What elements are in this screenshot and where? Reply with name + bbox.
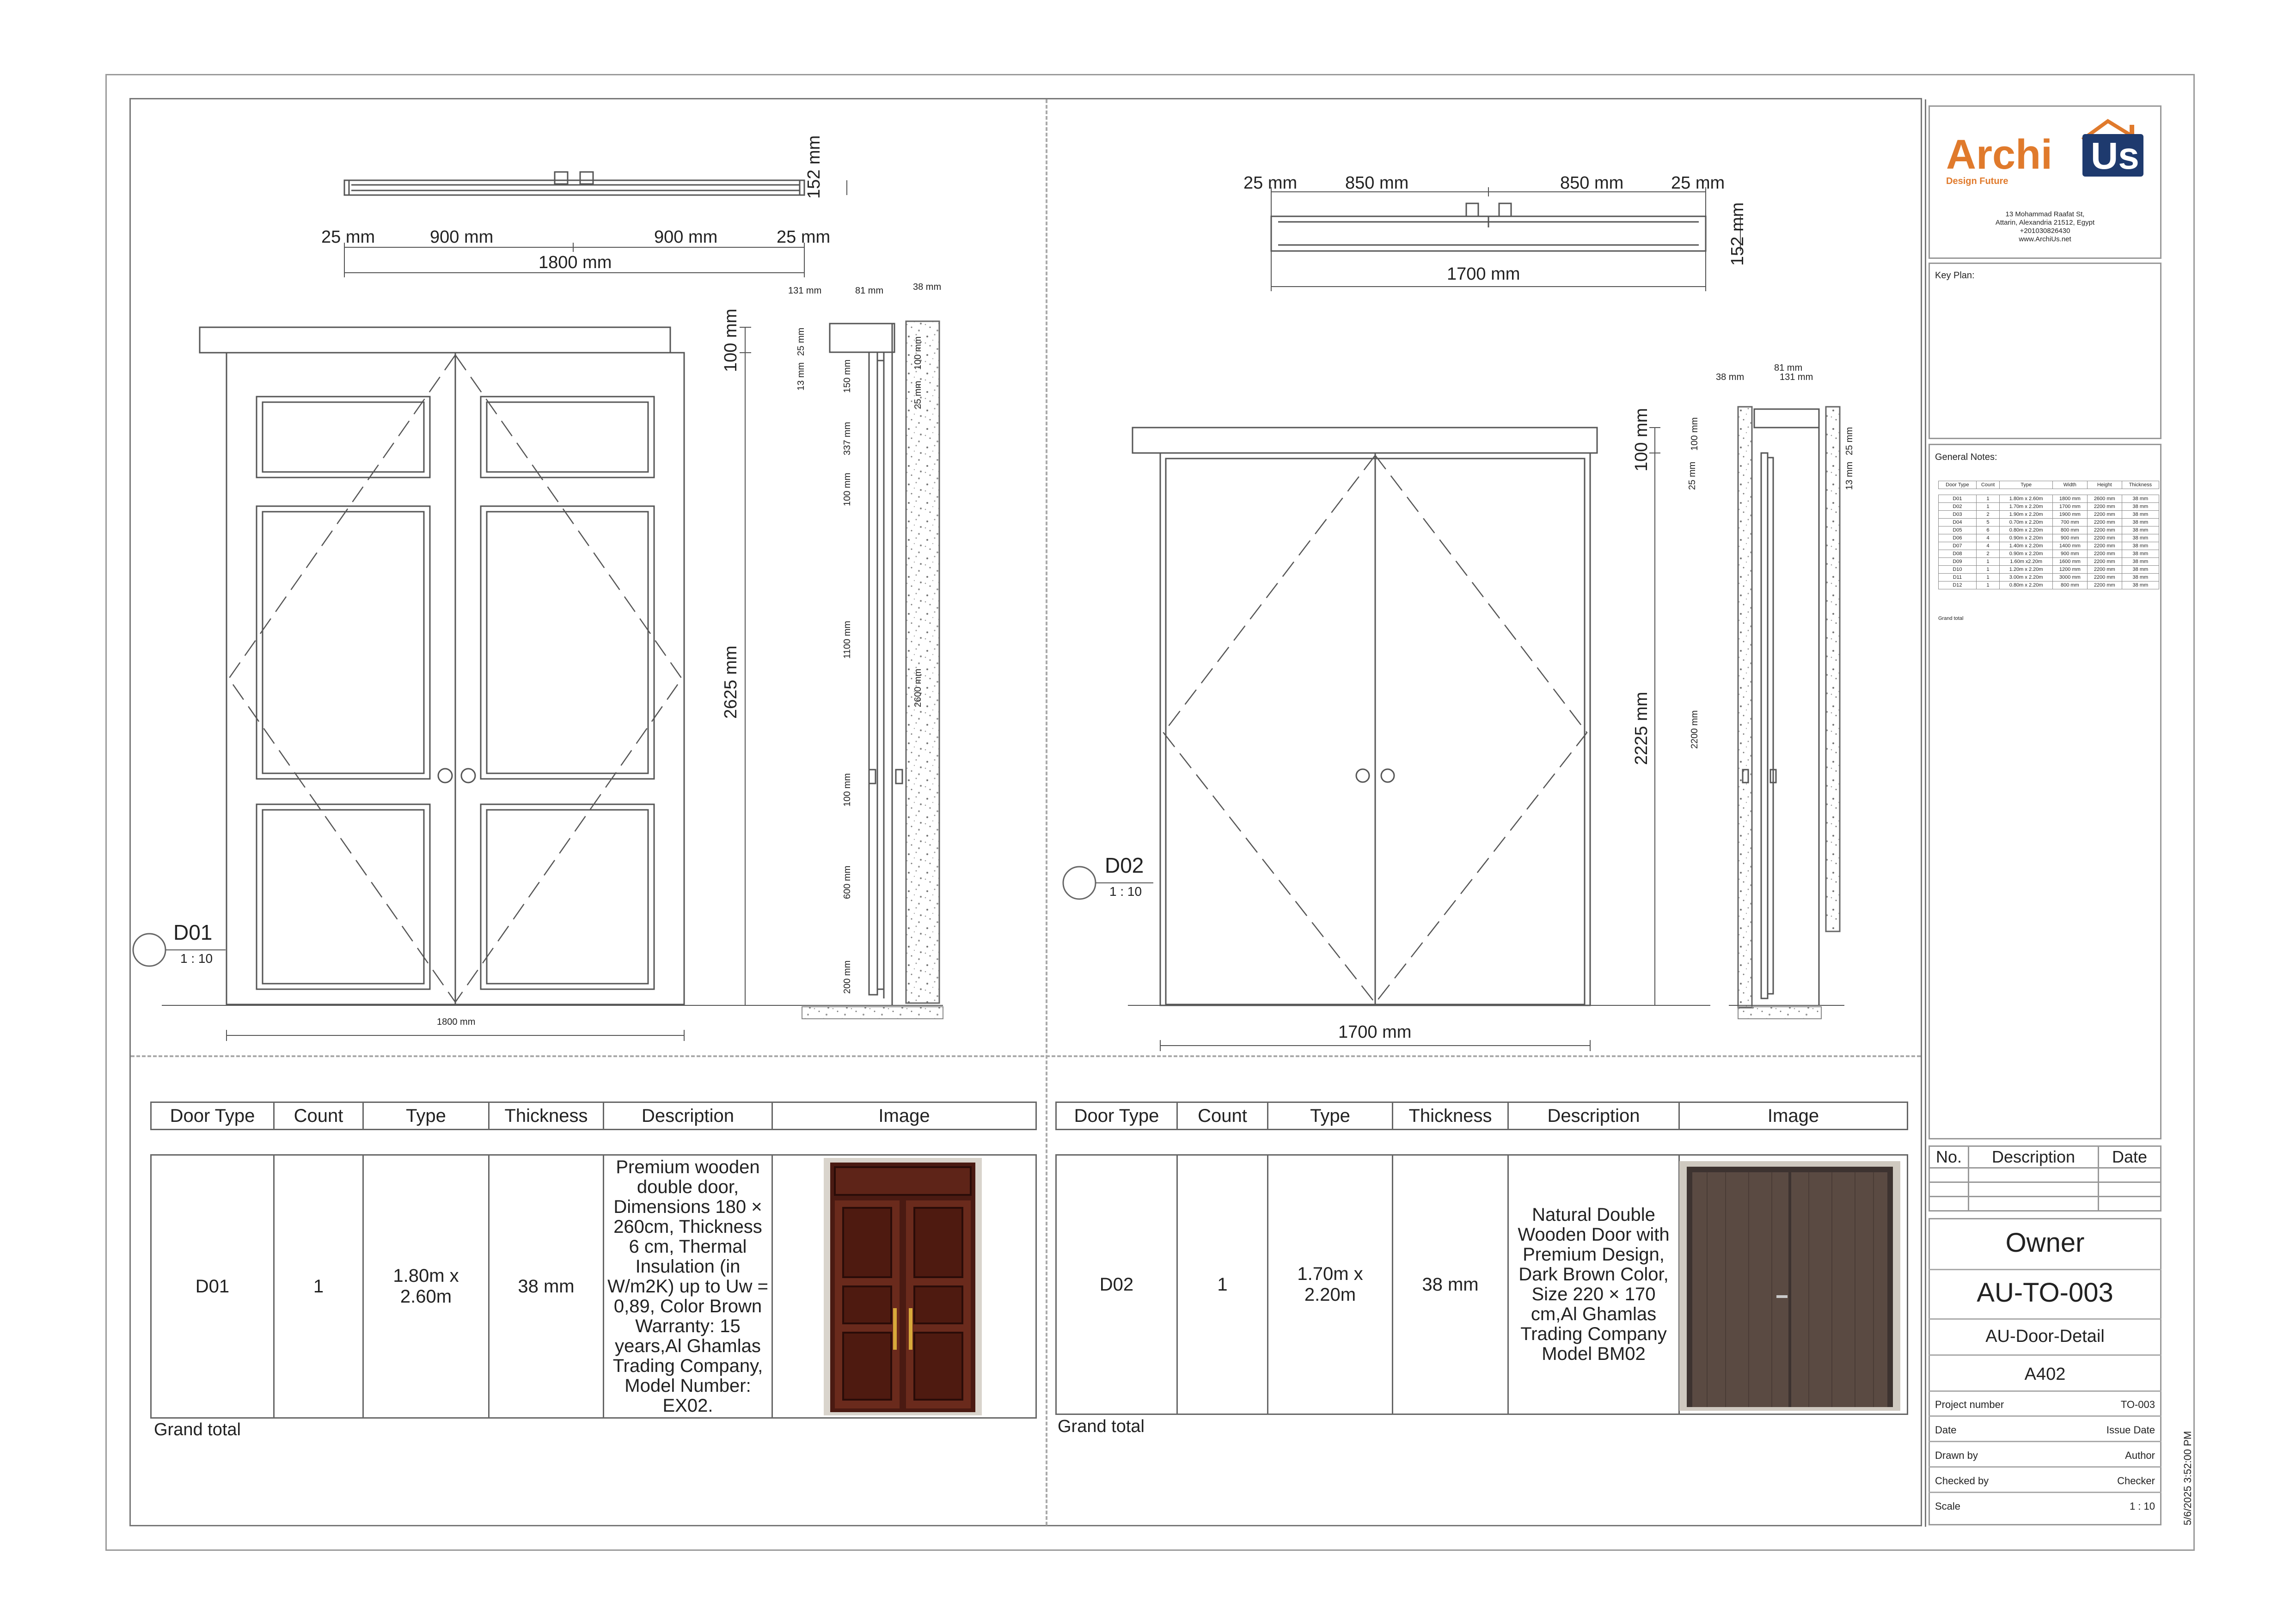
logo-text-main: Archi [1946,132,2053,178]
notes-table-cell: 38 mm [2122,519,2159,526]
notes-table-cell: 1600 mm [2052,558,2087,566]
sheet-code: AU-TO-003 [1977,1278,2113,1308]
notes-table-cell: 900 mm [2052,534,2087,542]
schedule-right-grand-total: Grand total [1058,1417,1145,1436]
notes-table-cell: 2200 mm [2087,519,2122,526]
general-notes-label: General Notes: [1935,452,1997,462]
company-phone: +201030826430 [2020,227,2070,235]
notes-table-cell: 800 mm [2052,581,2087,589]
notes-table-cell: 2600 mm [2087,495,2122,503]
notes-table-cell: D02 [1939,503,1977,511]
d02-section-view [1729,407,1844,1019]
notes-table-cell: 38 mm [2122,574,2159,581]
d01-view-scale: 1 : 10 [180,951,213,966]
d01-sec-dim-overall: 2600 mm [913,668,923,707]
notes-table-cell: 1800 mm [2052,495,2087,503]
d01-sec-dim-panel-3: 100 mm [842,472,852,506]
d02-sec-dim-right-b: 25 mm [1844,427,1855,455]
notes-table-cell: D06 [1939,534,1977,542]
notes-table-cell: 2200 mm [2087,526,2122,534]
logo-tagline: Design Future [1946,176,2008,186]
notes-table-cell: 1700 mm [2052,503,2087,511]
notes-table-cell: 0.90m x 2.20m [2000,534,2053,542]
header-thickness: Thickness [1393,1102,1508,1130]
notes-table-cell: 1 [1976,574,2000,581]
d01-plan-dim-left: 25 mm [321,227,375,247]
d01-plan-dim-right: 25 mm [777,227,831,247]
rev-cell [2099,1197,2161,1211]
cell-door-type: D02 [1056,1155,1177,1414]
notes-table-cell: D10 [1939,566,1977,574]
notes-table-row [1939,519,2159,526]
d01-view-tag: D01 [173,920,213,944]
d01-sec-dim-panel-1: 150 mm [842,359,852,393]
cell-door-type: D01 [151,1155,274,1418]
header-door-type: Door Type [151,1102,274,1130]
key-plan-label: Key Plan: [1935,270,1975,281]
tb-field-value: Checker [2117,1475,2155,1487]
tb-field-label: Scale [1935,1500,1961,1512]
d01-sec-dim-panel-5: 100 mm [842,773,852,807]
notes-table-cell: 1400 mm [2052,542,2087,550]
notes-table-cell: 38 mm [2122,534,2159,542]
sheet-number: A402 [2024,1365,2066,1384]
d01-elev-dim-height: 2625 mm [721,645,741,719]
notes-table-cell: 6 [1976,526,2000,534]
d01-elev-dim-width: 1800 mm [437,1017,476,1027]
rev-header-date: Date [2099,1146,2161,1168]
d01-sec-dim-right-b: 25 mm [913,380,923,409]
cell-thickness: 38 mm [1393,1155,1508,1414]
notes-header: Height [2087,481,2122,489]
rev-header-description: Description [1969,1146,2099,1168]
d02-sec-dim-right-a: 13 mm [1844,461,1855,490]
notes-table-cell: 1.20m x 2.20m [2000,566,2053,574]
notes-table-cell: 2200 mm [2087,511,2122,519]
d02-plan-view [1271,203,1706,251]
notes-table-cell: D12 [1939,581,1977,589]
header-description: Description [1508,1102,1679,1130]
notes-table-cell: 0.80m x 2.20m [2000,581,2053,589]
d01-sec-dim-top-b: 81 mm [855,286,884,296]
d01-sec-dim-left-b: 25 mm [796,327,806,356]
notes-table-cell: 38 mm [2122,495,2159,503]
notes-table-cell: 2200 mm [2087,542,2122,550]
d02-sec-dim-overall: 2200 mm [1690,710,1700,749]
notes-table-cell: 38 mm [2122,566,2159,574]
tb-field-label: Date [1935,1424,1957,1436]
d02-view-tag: D02 [1105,853,1144,877]
revision-table [1929,1145,2161,1212]
cell-type: 1.80m x 2.60m [363,1155,489,1418]
notes-table-cell: 1 [1976,581,2000,589]
d01-tag-bubble [133,934,165,966]
rev-cell [1969,1168,2099,1182]
notes-table-cell: 1.60m x2.20m [2000,558,2053,566]
notes-table-cell: 0.80m x 2.20m [2000,526,2053,534]
rev-cell [2099,1168,2161,1182]
d02-sec-dim-top-c: 131 mm [1780,372,1813,382]
key-plan-box [1929,263,2161,439]
d02-elev-dim-head: 100 mm [1632,408,1651,471]
d02-sec-dim-left-a: 25 mm [1687,461,1697,490]
notes-table-cell: 3000 mm [2052,574,2087,581]
logo-text-accent: Us [2091,135,2139,177]
cell-type: 1.70m x 2.20m [1268,1155,1393,1414]
cell-count: 1 [1177,1155,1268,1414]
notes-table-row [1939,534,2159,542]
notes-table-row [1939,495,2159,503]
header-image: Image [1679,1102,1908,1130]
rev-cell [1929,1197,1969,1211]
header-count: Count [1177,1102,1268,1130]
schedule-left-header [150,1102,1037,1130]
d02-plan-dim-leaf2: 850 mm [1560,173,1624,193]
notes-table-row [1939,574,2159,581]
notes-table-cell: D05 [1939,526,1977,534]
tb-field-row [1929,1493,2161,1518]
tb-field-value: Author [2125,1450,2155,1461]
notes-table-row [1939,581,2159,589]
notes-table-cell: 1 [1976,495,2000,503]
notes-table-cell: 38 mm [2122,581,2159,589]
d01-elevation-view [162,327,814,1005]
notes-table-cell: 1.80m x 2.60m [2000,495,2053,503]
tb-field-value: TO-003 [2120,1399,2155,1410]
d01-sec-dim-left-a: 13 mm [796,362,806,391]
d01-plan-dim-leaf2: 900 mm [654,227,718,247]
notes-table-cell: D01 [1939,495,1977,503]
d02-elevation-dimensions [1160,428,1660,1051]
owner-name: Owner [2005,1228,2085,1258]
header-door-type: Door Type [1056,1102,1177,1130]
d02-elevation-view [1128,428,1710,1005]
notes-table-cell: 2200 mm [2087,574,2122,581]
d01-sec-dim-panel-6: 600 mm [842,865,852,899]
notes-table-cell: 38 mm [2122,558,2159,566]
d01-plan-view [344,172,804,195]
notes-table-cell: 38 mm [2122,542,2159,550]
notes-table-cell: D08 [1939,550,1977,558]
notes-table-cell: 1900 mm [2052,511,2087,519]
notes-grand-total: Grand total [1938,616,1964,621]
rev-cell [1929,1168,1969,1182]
notes-table-cell: 2200 mm [2087,503,2122,511]
d02-plan-dim-depth: 152 mm [1728,202,1747,266]
notes-header-row [1939,481,2159,489]
notes-table-cell: 38 mm [2122,526,2159,534]
d01-sec-dim-top-c: 38 mm [913,282,942,292]
notes-table-cell: 1.70m x 2.20m [2000,503,2053,511]
header-thickness: Thickness [489,1102,604,1130]
notes-table-row [1939,503,2159,511]
tb-field-value: 1 : 10 [2129,1500,2155,1512]
schedule-left-grand-total: Grand total [154,1420,241,1439]
notes-table-row [1939,542,2159,550]
company-web: www.ArchiUs.net [2019,235,2071,243]
notes-table-cell: 1.40m x 2.20m [2000,542,2053,550]
rev-cell [1969,1182,2099,1197]
notes-table-cell: 3.00m x 2.20m [2000,574,2053,581]
d02-tag-bubble [1063,867,1096,899]
notes-header: Door Type [1939,481,1977,489]
tb-field-label: Drawn by [1935,1450,1978,1461]
notes-table-cell: D07 [1939,542,1977,550]
d02-plan-dim-total: 1700 mm [1447,264,1520,284]
tb-field-label: Project number [1935,1399,2004,1410]
notes-table-cell: 700 mm [2052,519,2087,526]
notes-table-cell: D03 [1939,511,1977,519]
d02-elev-dim-width: 1700 mm [1338,1022,1412,1042]
notes-table-cell: 900 mm [2052,550,2087,558]
notes-table-cell: 2 [1976,550,2000,558]
d02-plan-dim-left: 25 mm [1243,173,1298,193]
notes-table-cell: D04 [1939,519,1977,526]
notes-table-cell: 4 [1976,542,2000,550]
schedule-right-header [1055,1102,1908,1130]
header-count: Count [274,1102,363,1130]
d02-plan-dim-leaf1: 850 mm [1345,173,1409,193]
d01-sec-dim-panel-7: 200 mm [842,960,852,994]
notes-table-cell: D09 [1939,558,1977,566]
address-line-1: 13 Mohammad Raafat St, [2005,210,2085,218]
notes-table-cell: 2 [1976,511,2000,519]
notes-table-cell: D11 [1939,574,1977,581]
d01-plan-dim-depth: 152 mm [804,135,824,199]
notes-table-cell: 1200 mm [2052,566,2087,574]
tb-field-row [1929,1468,2161,1493]
notes-table-cell: 2200 mm [2087,558,2122,566]
company-logo [1944,116,2147,190]
notes-header: Type [2000,481,2053,489]
tb-field-row [1929,1391,2161,1417]
rev-cell [2099,1182,2161,1197]
notes-table-row [1939,550,2159,558]
d01-plan-dim-leaf1: 900 mm [430,227,494,247]
notes-table-cell: 2200 mm [2087,550,2122,558]
d01-elev-dim-head: 100 mm [721,308,741,372]
d02-sec-dim-top-a: 81 mm [1774,363,1803,373]
notes-table-cell: 1.90m x 2.20m [2000,511,2053,519]
notes-table-cell: 1 [1976,558,2000,566]
notes-header: Width [2052,481,2087,489]
tb-field-row [1929,1442,2161,1468]
notes-table-cell: 800 mm [2052,526,2087,534]
rev-cell [1929,1182,1969,1197]
notes-table-cell: 2200 mm [2087,566,2122,574]
d02-door-photo [1679,1161,1900,1411]
notes-table-cell: 1 [1976,566,2000,574]
notes-table-cell: 38 mm [2122,503,2159,511]
d02-sec-dim-top-b: 38 mm [1716,372,1745,382]
tb-field-row [1929,1417,2161,1442]
notes-table-cell: 38 mm [2122,511,2159,519]
notes-table-cell: 2200 mm [2087,534,2122,542]
rev-header-no: No. [1929,1146,1969,1168]
d01-plan-dim-total: 1800 mm [539,253,612,272]
notes-table-cell: 4 [1976,534,2000,542]
print-timestamp: 5/6/2025 3:52:00 PM [2182,1431,2193,1525]
notes-header: Thickness [2122,481,2159,489]
company-address [1929,210,2161,244]
notes-table-cell: 2200 mm [2087,581,2122,589]
notes-table-cell: 0.70m x 2.20m [2000,519,2053,526]
notes-header: Count [1976,481,2000,489]
header-image: Image [772,1102,1036,1130]
d02-view-scale: 1 : 10 [1109,884,1142,899]
notes-table-row [1939,511,2159,519]
d01-sec-dim-panel-2: 337 mm [842,422,852,455]
d01-elevation-dimensions [227,327,751,1041]
notes-table-cell: 1 [1976,503,2000,511]
notes-table-cell: 38 mm [2122,550,2159,558]
d01-sec-dim-top-a: 131 mm [788,286,822,296]
sheet-name: AU-Door-Detail [1985,1327,2105,1346]
cell-description: Natural Double Wooden Door with Premium Design, Dark Brown Color, Size 220 × 170 cm,Al Ghamlas Trading Company Model BM02 [1508,1155,1679,1414]
d01-sec-dim-panel-4: 1100 mm [842,621,852,659]
notes-table-cell: 0.90m x 2.20m [2000,550,2053,558]
tb-field-value: Issue Date [2106,1424,2155,1436]
notes-table-row [1939,566,2159,574]
cell-thickness: 38 mm [489,1155,604,1418]
d01-door-photo [824,1158,982,1415]
cell-count: 1 [274,1155,363,1418]
notes-table-row [1939,558,2159,566]
rev-cell [1969,1197,2099,1211]
notes-table-row [1939,526,2159,534]
d02-sec-dim-left-b: 100 mm [1690,417,1700,451]
d02-plan-dim-right: 25 mm [1671,173,1725,193]
tb-field-label: Checked by [1935,1475,1989,1487]
header-description: Description [604,1102,772,1130]
d01-sec-dim-right-a: 100 mm [913,336,923,370]
d02-elev-dim-height: 2225 mm [1632,692,1651,765]
header-type: Type [363,1102,489,1130]
cell-description: Premium wooden double door, Dimensions 180 × 260cm, Thickness 6 cm, Thermal Insulation (in W/m2K) up to Uw = 0,89, Color Brown Warranty: 15 years,Al Ghamlas Trading Company, Model Number: EX02. [604,1155,772,1418]
notes-door-table [1938,481,2159,589]
header-type: Type [1268,1102,1393,1130]
address-line-2: Attarin, Alexandria 21512, Egypt [1995,219,2095,226]
notes-table-cell: 5 [1976,519,2000,526]
